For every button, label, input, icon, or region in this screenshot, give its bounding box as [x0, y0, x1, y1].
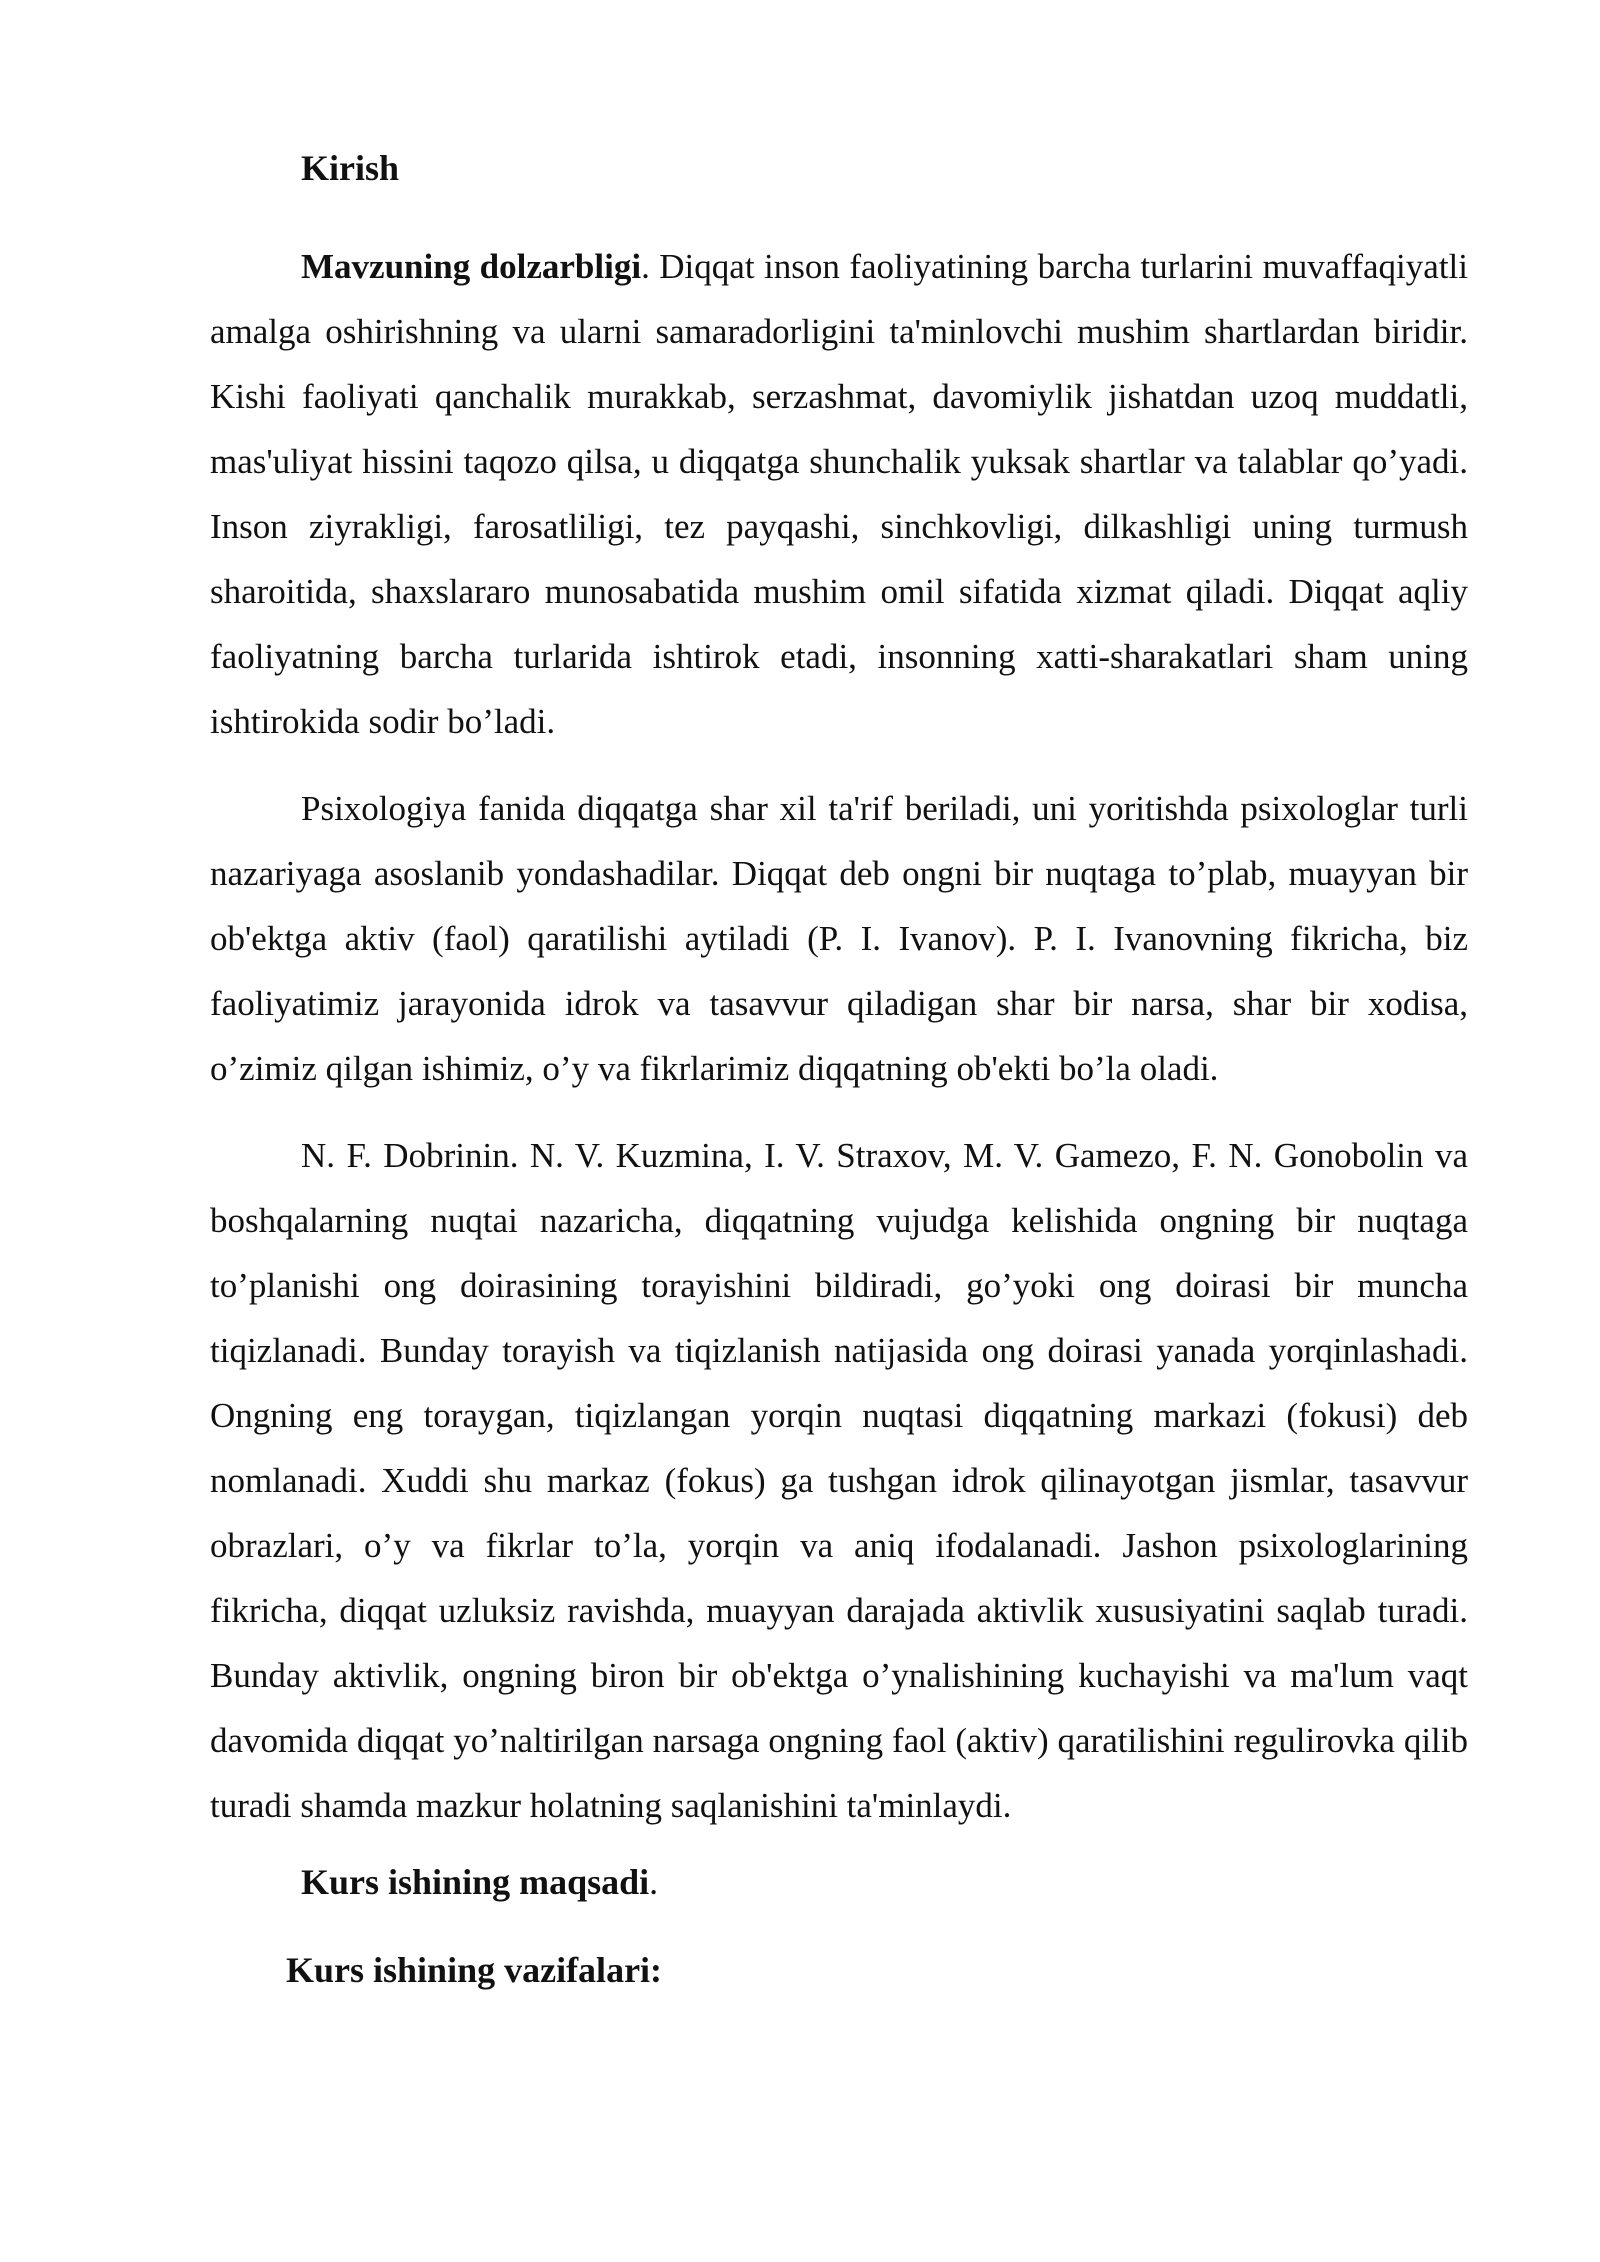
document-page — [210, 146, 1468, 2036]
section-title: Kirish — [301, 148, 400, 188]
tasks-heading-text: Kurs ishining vazifalari: — [286, 1950, 663, 1990]
relevance-text: Diqqat inson faoliyatining barcha turlarini muvaffaqiyatli amalga oshirishning va ularni samaradorligini ta'minlovchi mushim shartlardan biridir. Kishi faoliyati qanchalik murakkab, serzashmat, davomiylik jishatdan uzoq muddatli, mas'uliyat hissini taqozo qilsa, u diqqatga shunchalik yuksak shartlar va talablar qo’yadi. Inson ziyrakligi, farosatliligi, tez payqashi, sinchkovligi, dilkashligi uning turmush sharoitida, shaxslararo munosabatida mushim omil sifatida xizmat qiladi. Diqqat aqliy faoliyatning barcha turlarida ishtirok etadi, insonning xatti-sharakatlari sham uning ishtirokida sodir bo’ladi. — [210, 247, 1468, 741]
goal-heading — [210, 1860, 1468, 1904]
paragraph-views: N. F. Dobrinin. N. V. Kuzmina, I. V. Straxov, M. V. Gamezo, F. N. Gonobolin va boshqalarning nuqtai nazaricha, diqqatning vujudga kelishida ongning bir nuqtaga to’planishi ong doirasining torayishini bildiradi, go’yoki ong doirasi bir muncha tiqizlanadi. Bunday torayish va tiqizlanish natijasida ong doirasi yanada yorqinlashadi. Ongning eng toraygan, tiqizlangan yorqin nuqtasi diqqatning markazi (fokusi) deb nomlanadi. Xuddi shu markaz (fokus) ga tushgan idrok qilinayotgan jismlar, tasavvur obrazlari, o’y va fikrlar to’la, yorqin va aniq ifodalanadi. Jashon psixologlarining fikricha, diqqat uzluksiz ravishda, muayyan darajada aktivlik xususiyatini saqlab turadi. Bunday aktivlik, ongning biron bir ob'ektga o’ynalishining kuchayishi va ma'lum vaqt davomida diqqat yo’naltirilgan narsaga ongning faol (aktiv) qaratilishini regulirovka qilib turadi shamda mazkur holatning saqlanishini ta'minlaydi. — [210, 1136, 1468, 1825]
paragraph-definitions: Psixologiya fanida diqqatga shar xil ta'rif beriladi, uni yoritishda psixologlar turli nazariyaga asoslanib yondashadilar. Diqqat deb ongni bir nuqtaga to’plab, muayyan bir ob'ektga aktiv (faol) qaratilishi aytiladi (P. I. Ivanov). P. I. Ivanovning fikricha, biz faoliyatimiz jarayonida idrok va tasavvur qiladigan shar bir narsa, shar bir xodisa, o’zimiz qilgan ishimiz, o’y va fikrlarimiz diqqatning ob'ekti bo’la oladi. — [210, 789, 1468, 1088]
relevance-label: Mavzuning dolzarbligi — [301, 247, 642, 286]
tasks-heading — [210, 1948, 1468, 1992]
paragraph-relevance — [210, 234, 1468, 754]
goal-heading-punct: . — [649, 1862, 659, 1902]
goal-heading-text: Kurs ishining maqsadi — [301, 1862, 650, 1902]
relevance-label-punct: . — [641, 247, 650, 286]
